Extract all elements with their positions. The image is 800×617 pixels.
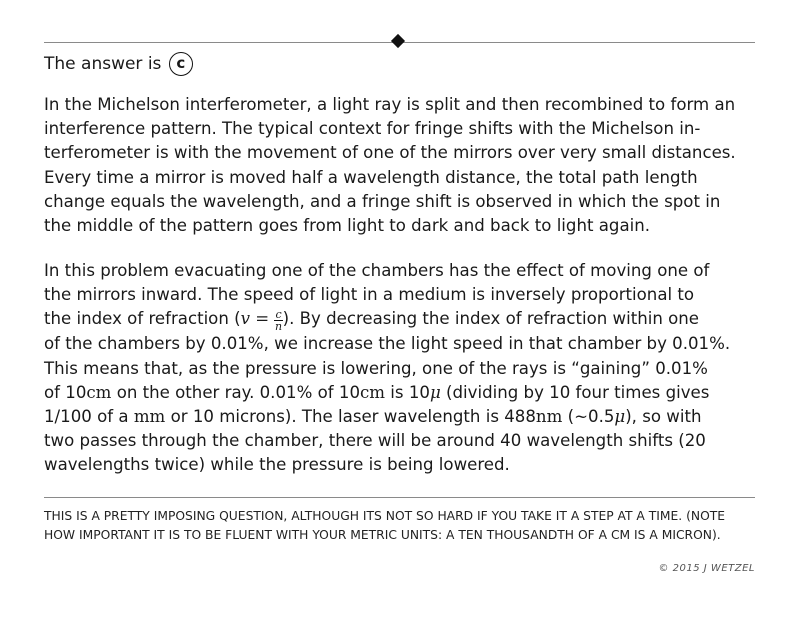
formula-fraction (274, 309, 282, 332)
paragraph-line: change equals the wavelength, and a fringe shift is observed in which the spot in (44, 191, 721, 211)
approx-symbol: ~ (574, 407, 589, 427)
formula-velocity: v (240, 309, 250, 329)
paragraph-line: the middle of the pattern goes from light to dark and back to light again. (44, 216, 651, 236)
bottom-divider (44, 497, 755, 498)
paragraph-line: the mirrors inward. The speed of light in a medium is inversely proportional to (44, 285, 695, 305)
paragraph-line: of the chambers by 0.01%, we increase the light speed in that chamber by 0.01%. (44, 334, 731, 354)
paragraph-line-with-formula (44, 307, 760, 332)
paragraph-line: interference pattern. The typical context for fringe shifts with the Michelson in- (44, 119, 701, 139)
text-run: ( (562, 407, 575, 427)
answer-letter-circled: c (169, 52, 193, 76)
text-run: ). By decreasing the index of refraction within one (282, 309, 700, 329)
paragraph-line: This means that, as the pressure is lowering, one of the rays is “gaining” 0.01% (44, 358, 708, 378)
paragraph-line: terferometer is with the movement of one of the mirrors over very small distances. (44, 143, 736, 163)
paragraph-line: In the Michelson interferometer, a light ray is split and then recombined to form an (44, 95, 736, 114)
text-run: 0.5 (588, 407, 615, 427)
explanation-paragraph-1 (44, 93, 760, 238)
answer-line (44, 52, 193, 76)
answer-prefix: The answer is (44, 54, 162, 74)
text-run: is 10 (385, 382, 430, 402)
unit-micron: μ (614, 407, 626, 427)
formula-equals: = (249, 309, 275, 329)
unit-micron: μ (429, 382, 441, 402)
paragraph-line-with-units (44, 381, 760, 405)
unit-nm: nm (535, 407, 563, 427)
paragraph-line: Every time a mirror is moved half a wavelength distance, the total path length (44, 167, 698, 187)
unit-cm: cm (360, 382, 386, 402)
text-run: (dividing by 10 four times gives (440, 382, 710, 402)
paragraph-line: wavelengths twice) while the pressure is being lowered. (44, 455, 510, 475)
fraction-numerator: c (275, 308, 282, 322)
text-run: ), so with (625, 407, 702, 427)
text-run: 1/100 of a (44, 407, 134, 427)
paragraph-line: two passes through the chamber, there will be around 40 wavelength shifts (20 (44, 431, 706, 451)
text-run: on the other ray. 0.01% of 10 (111, 382, 360, 402)
paragraph-line-with-units (44, 405, 760, 429)
unit-mm: mm (133, 407, 166, 427)
text-run: of 10 (44, 382, 87, 402)
paragraph-line: In this problem evacuating one of the chambers has the effect of moving one of (44, 261, 710, 280)
explanation-paragraph-2 (44, 259, 760, 478)
text-run: the index of refraction ( (44, 309, 241, 329)
fraction-denominator: n (274, 320, 283, 334)
text-run: or 10 microns). The laser wavelength is 488 (165, 407, 536, 427)
unit-cm: cm (86, 382, 112, 402)
footnote-text: THIS IS A PRETTY IMPOSING QUESTION, ALTHOUGH ITS NOT SO HARD IF YOU TAKE IT A STEP AT A TIME. (NOTE HOW IMPORTANT IT IS TO BE FLUENT WITH YOUR METRIC UNITS: A TEN THOUSANDTH OF A CM IS A MICRON). (44, 509, 726, 542)
copyright-credit: © 2015 J WETZEL (658, 563, 755, 574)
diamond-ornament-icon (391, 34, 405, 48)
